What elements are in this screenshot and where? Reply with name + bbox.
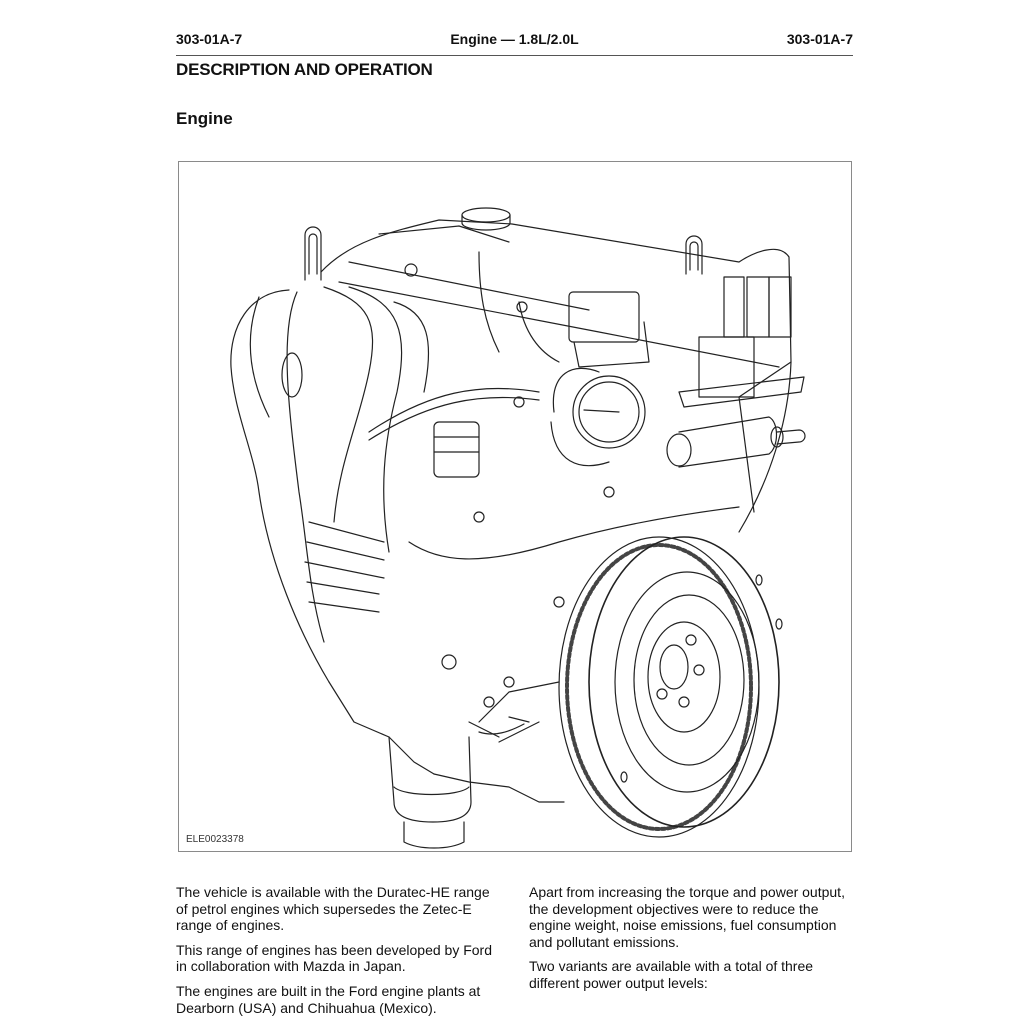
engine-illustration (179, 162, 851, 851)
header-section-code-right: 303-01A-7 (786, 31, 853, 47)
header-title: Engine — 1.8L/2.0L (450, 31, 579, 47)
paragraph: The engines are built in the Ford engine plants at Dearborn (USA) and Chihuahua (Mexico). (176, 982, 481, 1016)
body-right-column (529, 884, 849, 1000)
subsection-title: Engine (176, 109, 233, 128)
header-divider (176, 55, 853, 56)
paragraph: The vehicle is available with the Duratec-HE range of petrol engines which supersedes the Zetec-E range of engines. (176, 884, 490, 934)
figure-id: ELE0023378 (186, 834, 244, 845)
paragraph: This range of engines has been developed by Ford in collaboration with Mazda in Japan. (176, 941, 492, 975)
header-section-code-left: 303-01A-7 (176, 31, 243, 47)
paragraph: Two variants are available with a total of three different power output levels: (529, 958, 814, 991)
section-title: DESCRIPTION AND OPERATION (176, 60, 433, 79)
page-header (176, 31, 853, 49)
body-left-column (176, 884, 496, 1024)
engine-figure (178, 161, 852, 852)
paragraph: Apart from increasing the torque and power output, the development objectives were to reduce the engine weight, noise emissions, fuel consumption and pollutant emissions. (529, 884, 845, 950)
